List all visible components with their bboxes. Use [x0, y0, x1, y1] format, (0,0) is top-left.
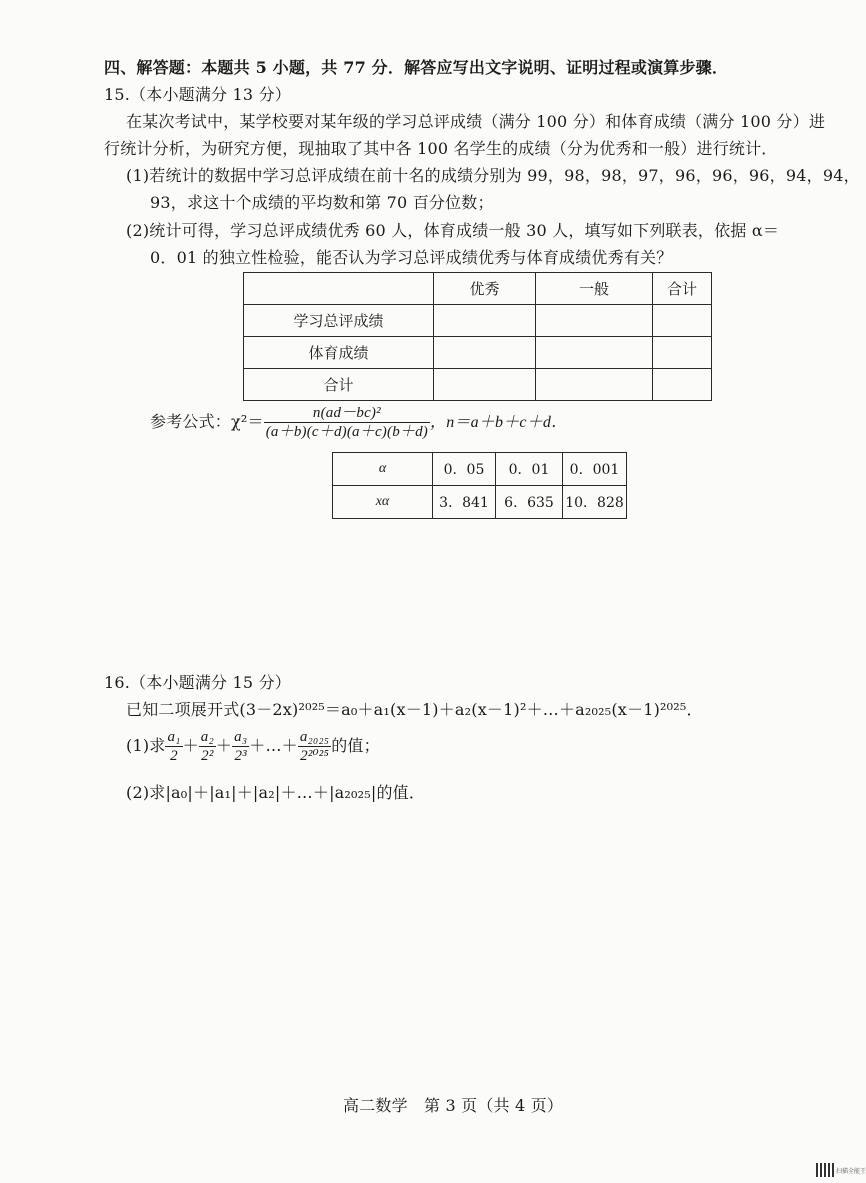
page-footer: 高二数学 第 3 页（共 4 页）: [343, 1096, 564, 1115]
table-cell: 6．635: [496, 486, 563, 519]
table-header-cell: 合计: [653, 273, 712, 305]
table-cell-empty: [653, 337, 712, 369]
table-row: [333, 453, 627, 486]
table-row-label: 体育成绩: [244, 337, 434, 369]
q16-part1-suffix: 的值；: [331, 736, 380, 755]
table-header-cell: 优秀: [434, 273, 536, 305]
q15-header: 15.（本小题满分 13 分）: [104, 85, 291, 104]
q15-part2-line2: 0．01 的独立性检验，能否认为学习总评成绩优秀与体育成绩优秀有关？: [150, 248, 673, 267]
fraction-numerator: a₁: [167, 729, 181, 745]
plus-sign: ＋: [182, 736, 199, 755]
table-row: [244, 305, 712, 337]
table-cell-empty: [434, 337, 536, 369]
table-header-cell: [244, 273, 434, 305]
table-cell: 0．01: [496, 453, 563, 486]
table-cell-empty: [536, 305, 653, 337]
fraction-denominator: 2³: [232, 746, 249, 765]
q16-part1: [126, 728, 380, 765]
fraction-term: [232, 728, 249, 765]
table-row: [244, 369, 712, 401]
formula-label: 参考公式：χ²＝: [150, 412, 264, 431]
fraction-denominator: 2²⁰²⁵: [298, 746, 331, 765]
q15-intro-line2: 行统计分析，为研究方便，现抽取了其中各 100 名学生的成绩（分为优秀和一般）进行统计．: [104, 139, 778, 158]
fraction-term: [199, 728, 216, 765]
q16-part1-prefix: (1)求: [126, 736, 166, 755]
fraction-numerator: a₂₀₂₅: [299, 729, 330, 745]
critical-value-table: [332, 452, 627, 519]
table-cell-empty: [536, 337, 653, 369]
scanner-watermark: [816, 1163, 866, 1177]
q15-intro-line1: 在某次考试中，某学校要对某年级的学习总评成绩（满分 100 分）和体育成绩（满分 100 分）进: [126, 112, 826, 131]
watermark-text: 扫描全能王: [836, 1167, 866, 1175]
table-cell: 10．828: [563, 486, 627, 519]
table-cell: xα: [333, 486, 433, 519]
q15-part1-line1: (1)若统计的数据中学习总评成绩在前十名的成绩分别为 99，98，98，97，96，96，96，94，94，: [126, 166, 860, 185]
section-title: 四、解答题：本题共 5 小题，共 77 分．解答应写出文字说明、证明过程或演算步骤．: [104, 58, 729, 77]
table-cell-empty: [434, 369, 536, 401]
table-cell: α: [333, 453, 433, 486]
q16-header: 16.（本小题满分 15 分）: [104, 673, 291, 692]
fraction-denominator: 2: [165, 746, 182, 765]
q15-part2-line1: (2)统计可得，学习总评成绩优秀 60 人，体育成绩一般 30 人，填写如下列联表，依据 α＝: [126, 221, 780, 240]
table-row: [244, 337, 712, 369]
fraction-numerator: a₃: [234, 729, 248, 745]
fraction-denominator: 2²: [199, 746, 216, 765]
table-header-row: [244, 273, 712, 305]
table-cell: 3．841: [433, 486, 496, 519]
reference-formula: [150, 404, 567, 441]
qr-code-icon: [816, 1163, 834, 1177]
formula-numerator: n(ad－bc)²: [312, 405, 381, 421]
ellipsis-sum: ＋…＋: [249, 736, 298, 755]
table-cell-empty: [434, 305, 536, 337]
plus-sign: ＋: [215, 736, 233, 755]
q16-intro: 已知二项展开式(3－2x)²⁰²⁵＝a₀＋a₁(x－1)＋a₂(x－1)²＋…＋a₂₀₂₅(x－1)²⁰²⁵．: [126, 700, 703, 719]
formula-fraction: [264, 404, 430, 441]
fraction-term: [298, 728, 331, 765]
table-cell-empty: [536, 369, 653, 401]
table-row: [333, 486, 627, 519]
contingency-table: [243, 272, 712, 401]
table-row-label: 学习总评成绩: [244, 305, 434, 337]
q16-part2: (2)求|a₀|＋|a₁|＋|a₂|＋…＋|a₂₀₂₅|的值．: [126, 783, 426, 802]
table-row-label: 合计: [244, 369, 434, 401]
fraction-term: [165, 728, 182, 765]
table-header-cell: 一般: [536, 273, 653, 305]
formula-tail: ，n＝a＋b＋c＋d．: [430, 414, 568, 431]
table-cell: 0．05: [433, 453, 496, 486]
table-cell-empty: [653, 369, 712, 401]
table-cell: 0．001: [563, 453, 627, 486]
formula-denominator: (a＋b)(c＋d)(a＋c)(b＋d): [265, 424, 428, 440]
q15-part1-line2: 93，求这十个成绩的平均数和第 70 百分位数；: [150, 193, 494, 212]
fraction-numerator: a₂: [200, 729, 214, 745]
table-cell-empty: [653, 305, 712, 337]
